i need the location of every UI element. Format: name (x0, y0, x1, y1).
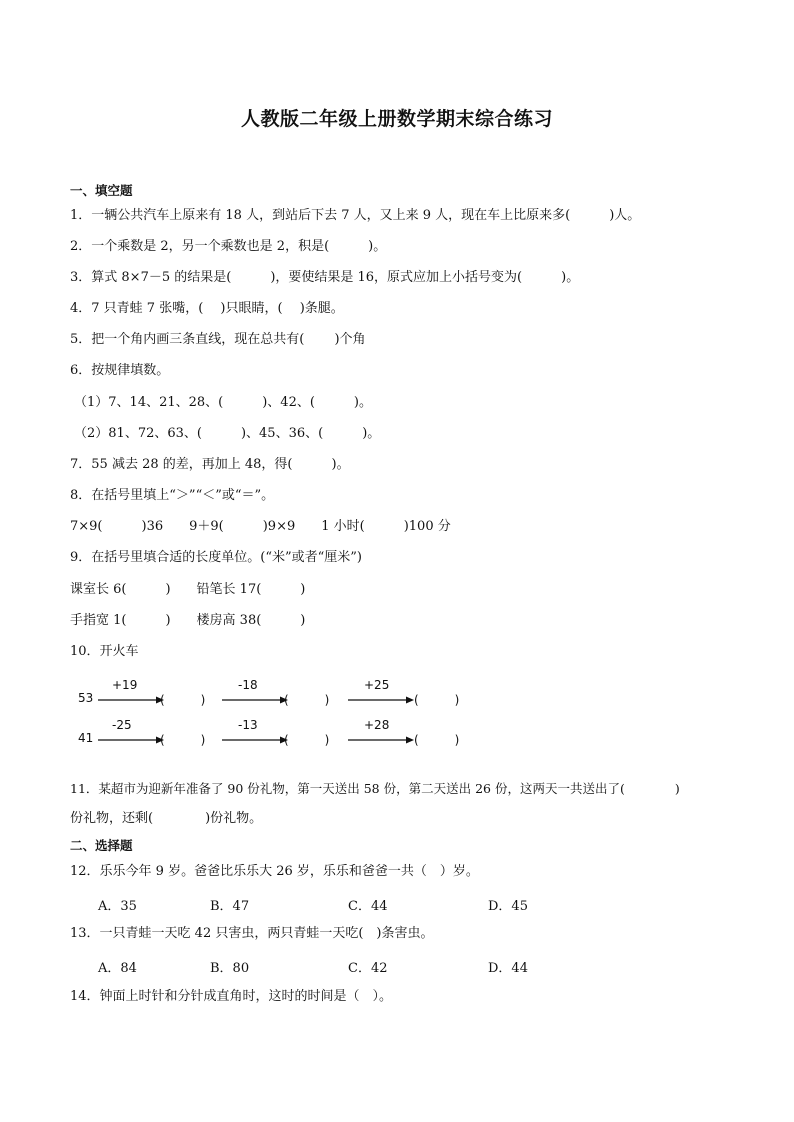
question-8: 8．在括号里填上“＞”“＜”或“＝”。 (70, 488, 275, 503)
answer-blank: ( ) (414, 733, 460, 747)
question-3: 3．算式 8×7－5 的结果是( )，要使结果是 16，原式应加上小括号变为( )。 (70, 270, 580, 285)
train-operation: -18 (238, 678, 258, 692)
answer-blank: ( ) (284, 733, 330, 747)
question-9-row-2: 手指宽 1( ) 楼房高 38( ) (70, 613, 306, 628)
option-d: D．45 (488, 899, 528, 914)
train-operation: +19 (112, 678, 138, 692)
arrow-icon (222, 697, 288, 704)
question-13: 13．一只青蛙一天吃 42 只害虫，两只青蛙一天吃( )条害虫。 (70, 926, 434, 941)
question-2: 2．一个乘数是 2，另一个乘数也是 2，积是( )。 (70, 239, 387, 254)
question-8-comparisons: 7×9( )36 9＋9( )9×9 1 小时( )100 分 (70, 519, 451, 534)
question-6-part-1: （1）7、14、21、28、( )、42、( )。 (74, 395, 372, 410)
arrow-icon (98, 737, 164, 744)
train-operation: +28 (364, 718, 390, 732)
train-row-2 (78, 718, 498, 758)
question-11-continued: 份礼物，还剩( )份礼物。 (70, 811, 263, 826)
section-fill-in-heading: 一、填空题 (70, 183, 133, 198)
option-d: D．44 (488, 961, 528, 976)
option-c: C．44 (348, 899, 388, 914)
arrow-icon (222, 737, 288, 744)
question-12: 12．乐乐今年 9 岁。爸爸比乐乐大 26 岁，乐乐和爸爸一共（ ）岁。 (70, 864, 479, 879)
question-11: 11．某超市为迎新年准备了 90 份礼物，第一天送出 58 份，第二天送出 26 份，这两天一共送出了( ) (70, 781, 680, 796)
question-1: 1．一辆公共汽车上原来有 18 人，到站后下去 7 人，又上来 9 人，现在车上比原来多( )人。 (70, 208, 641, 223)
question-5: 5．把一个角内画三条直线，现在总共有( )个角 (70, 332, 366, 347)
question-9: 9．在括号里填合适的长度单位。(“米”或者“厘米”) (70, 550, 362, 565)
question-10: 10．开火车 (70, 644, 139, 659)
answer-blank: ( ) (284, 693, 330, 707)
question-6-part-2: （2）81、72、63、( )、45、36、( )。 (74, 426, 381, 441)
train-row-1 (78, 678, 498, 718)
arrow-icon (348, 737, 414, 744)
option-b: B．47 (210, 899, 250, 914)
option-c: C．42 (348, 961, 388, 976)
question-6: 6．按规律填数。 (70, 363, 170, 378)
train-start-number: 41 (78, 731, 94, 745)
question-4: 4．7 只青蛙 7 张嘴，( )只眼睛，( )条腿。 (70, 301, 344, 316)
option-a: A．84 (98, 961, 137, 976)
question-9-row-1: 课室长 6( ) 铅笔长 17( ) (70, 582, 306, 597)
answer-blank: ( ) (414, 693, 460, 707)
option-b: B．80 (210, 961, 250, 976)
question-7: 7．55 减去 28 的差，再加上 48，得( )。 (70, 457, 350, 472)
page-title: 人教版二年级上册数学期末综合练习 (240, 108, 553, 130)
train-operation: +25 (364, 678, 390, 692)
train-start-number: 53 (78, 691, 94, 705)
question-14: 14．钟面上时针和分针成直角时，这时的时间是（ ）。 (70, 989, 393, 1004)
section-choice-heading: 二、选择题 (70, 838, 133, 853)
train-operation: -13 (238, 718, 258, 732)
answer-blank: ( ) (160, 693, 206, 707)
option-a: A．35 (98, 899, 137, 914)
answer-blank: ( ) (160, 733, 206, 747)
train-operation: -25 (112, 718, 132, 732)
arrow-icon (98, 697, 164, 704)
arrow-icon (348, 697, 414, 704)
